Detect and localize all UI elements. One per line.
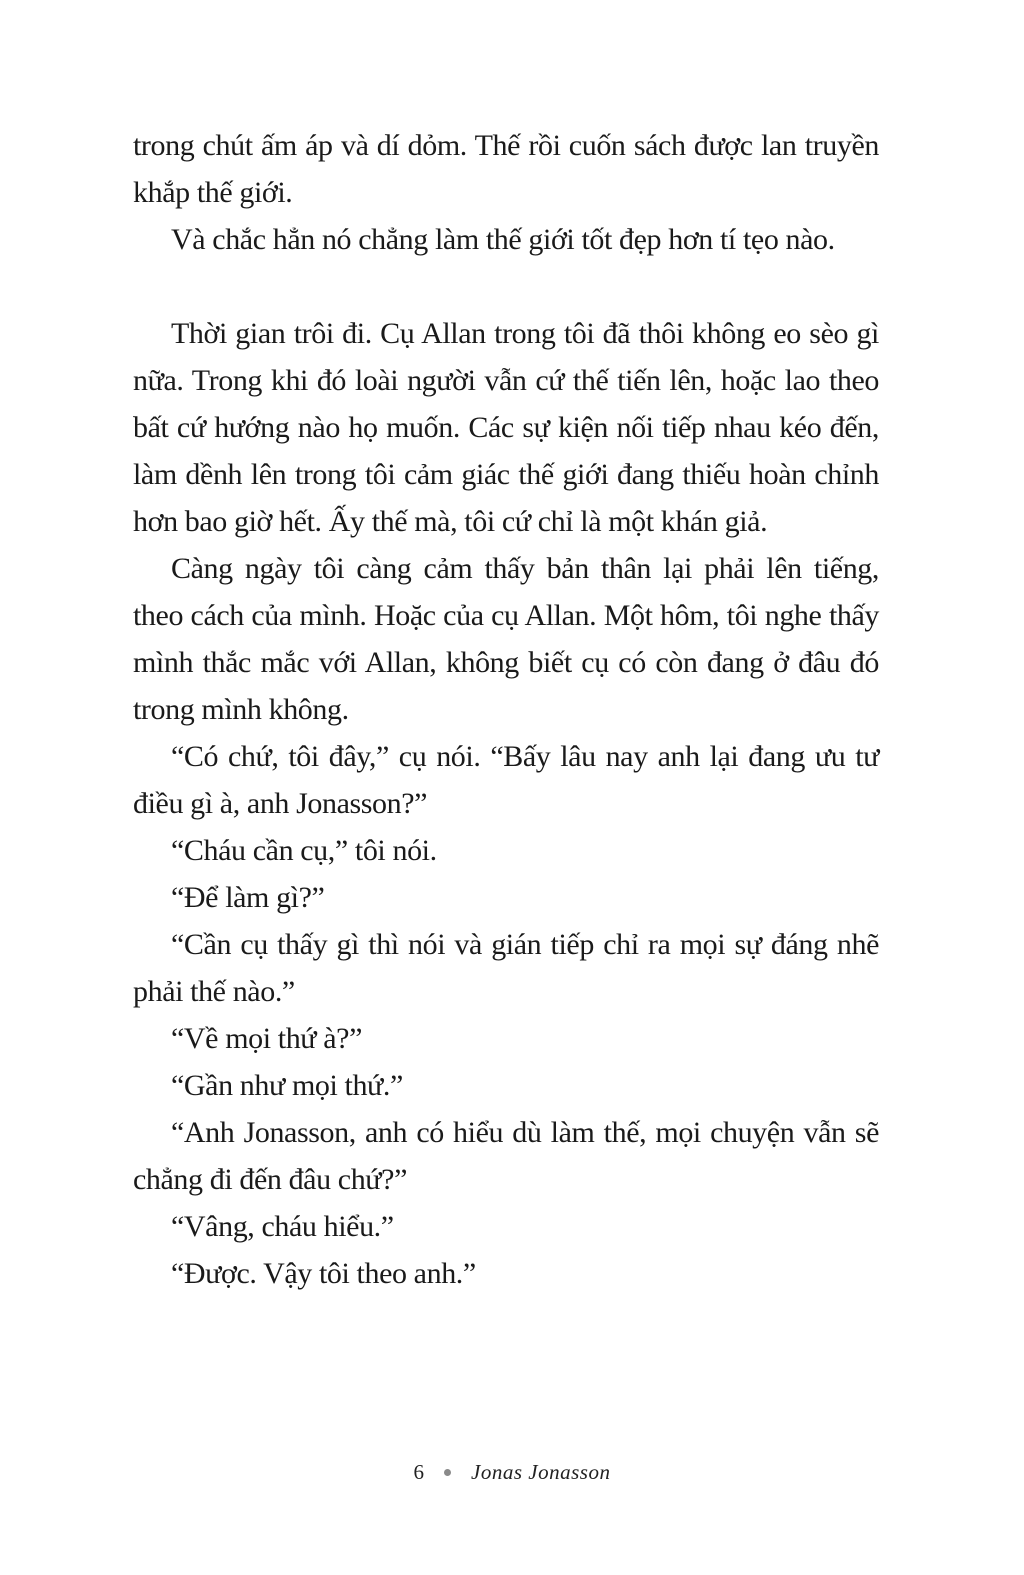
- page-number: 6: [413, 1460, 425, 1484]
- dialogue-paragraph: “Có chứ, tôi đây,” cụ nói. “Bấy lâu nay anh lại đang ưu tư điều gì à, anh Jonasson?”: [133, 740, 879, 820]
- paragraph: trong chút ấm áp và dí dỏm. Thế rồi cuốn sách được lan truyền khắp thế giới.: [133, 129, 879, 209]
- paragraph: Và chắc hẳn nó chẳng làm thế giới tốt đẹp hơn tí tẹo nào.: [171, 223, 835, 256]
- dialogue-paragraph: “Cần cụ thấy gì thì nói và gián tiếp chỉ ra mọi sự đáng nhẽ phải thế nào.”: [133, 928, 879, 1008]
- book-page-body: [133, 122, 879, 1297]
- section-break: [133, 263, 879, 310]
- dialogue-paragraph: “Anh Jonasson, anh có hiểu dù làm thế, mọi chuyện vẫn sẽ chẳng đi đến đâu chứ?”: [133, 1116, 879, 1196]
- paragraph: Thời gian trôi đi. Cụ Allan trong tôi đã thôi không eo sèo gì nữa. Trong khi đó loài người vẫn cứ thế tiến lên, hoặc lao theo bất cứ hướng nào họ muốn. Các sự kiện nối tiếp nhau kéo đến, làm dềnh lên trong tôi cảm giác thế giới đang thiếu hoàn chỉnh hơn bao giờ hết. Ấy thế mà, tôi cứ chỉ là một khán giả.: [133, 317, 879, 538]
- dialogue-paragraph: “Cháu cần cụ,” tôi nói.: [171, 834, 437, 867]
- page-footer: [0, 1460, 1024, 1485]
- dialogue-paragraph: “Về mọi thứ à?”: [171, 1022, 363, 1055]
- paragraph: Càng ngày tôi càng cảm thấy bản thân lại phải lên tiếng, theo cách của mình. Hoặc của cụ Allan. Một hôm, tôi nghe thấy mình thắc mắc với Allan, không biết cụ có còn đang ở đâu đó trong mình không.: [133, 552, 879, 726]
- dialogue-paragraph: “Vâng, cháu hiểu.”: [171, 1210, 394, 1243]
- running-author-name: Jonas Jonasson: [471, 1460, 611, 1484]
- dialogue-paragraph: “Được. Vậy tôi theo anh.”: [171, 1257, 476, 1290]
- dialogue-paragraph: “Gần như mọi thứ.”: [171, 1069, 403, 1102]
- dialogue-paragraph: “Để làm gì?”: [171, 881, 325, 914]
- bullet-separator-icon: [444, 1469, 451, 1476]
